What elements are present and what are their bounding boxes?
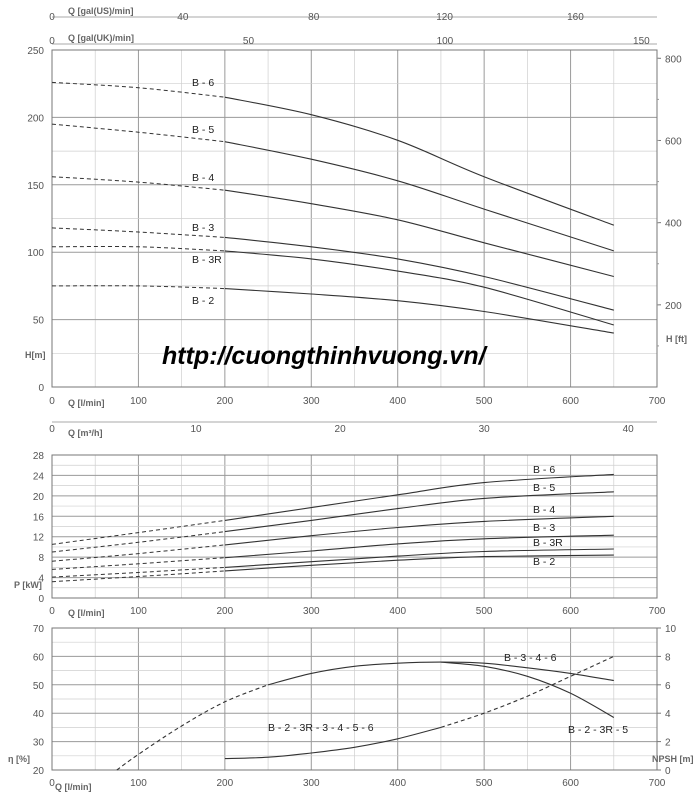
head-curve-label: B - 3	[192, 222, 215, 234]
efficiency-x-axis-label: Q [l/min]	[55, 782, 92, 792]
npsh-curve-label: B - 2 - 3R - 3 - 4 - 5 - 6	[268, 722, 374, 734]
head-y-tick-label: 200	[27, 113, 44, 125]
power-curve-label: B - 5	[533, 482, 556, 494]
power-x-tick-label: 400	[389, 606, 407, 617]
npsh-tick-label: 0	[665, 766, 671, 777]
head-y-tick-label: 50	[32, 315, 44, 327]
efficiency-y-tick-label: 20	[32, 766, 44, 777]
head-curve-label: B - 2	[192, 295, 215, 307]
head-x-tick-label: 300	[302, 396, 320, 407]
power-y-tick-label: 4	[38, 573, 44, 585]
efficiency-curve-label: B - 3 - 4 - 6	[504, 652, 557, 664]
gal-us-tick-label: 80	[308, 12, 320, 23]
efficiency-chart-grid	[52, 628, 657, 770]
power-x-axis-label: Q [l/min]	[68, 608, 105, 618]
gal-us-tick-label: 160	[567, 12, 584, 23]
npsh-tick-label: 10	[665, 624, 677, 635]
gal-us-tick-label: 40	[177, 12, 189, 23]
power-curve-label: B - 6	[533, 464, 556, 476]
power-curve-label: B - 3R	[533, 537, 563, 549]
head-x-tick-label: 100	[130, 396, 147, 407]
efficiency-curve-label: B - 2 - 3R - 5	[568, 724, 629, 736]
head-x-axis-label: Q [l/min]	[68, 398, 105, 408]
power-x-tick-label: 300	[302, 606, 320, 617]
head-x-tick-label: 200	[216, 396, 234, 407]
m3h-axis-label: Q [m³/h]	[68, 428, 103, 438]
head-curve-b-2	[225, 289, 614, 334]
efficiency-y-tick-label: 70	[32, 624, 44, 635]
efficiency-y-tick-label: 40	[32, 709, 44, 721]
head-x-tick-label: 0	[49, 396, 55, 407]
efficiency-x-tick-label: 600	[562, 778, 579, 789]
npsh-tick-label: 6	[665, 680, 671, 692]
npsh-tick-label: 8	[665, 652, 671, 664]
power-curve-b-6	[225, 474, 614, 520]
npsh-tick-label: 2	[665, 737, 671, 749]
m3h-tick-label: 20	[334, 424, 346, 435]
power-curve-label: B - 2	[533, 556, 556, 568]
gal-us-axis-label: Q [gal(US)/min]	[68, 6, 134, 16]
head-y-tick-label: 0	[38, 383, 44, 394]
npsh-tick-label: 4	[665, 709, 671, 721]
efficiency-y-tick-label: 50	[32, 680, 44, 692]
m3h-tick-label: 10	[190, 424, 202, 435]
gal-us-tick-label: 120	[436, 12, 453, 23]
power-x-tick-label: 600	[562, 606, 579, 617]
head-y-tick-label: 250	[27, 46, 44, 57]
head-chart-grid	[52, 50, 657, 387]
m3h-tick-label: 0	[49, 424, 55, 435]
power-y-tick-label: 16	[32, 512, 44, 524]
head-x-tick-label: 700	[648, 396, 666, 407]
power-x-tick-label: 700	[648, 606, 666, 617]
watermark-text: http://cuongthinhvuong.vn/	[162, 342, 486, 370]
power-curve-label: B - 3	[533, 522, 556, 534]
head-curve-label: B - 5	[192, 124, 215, 136]
head-curve-b-3	[225, 237, 614, 310]
gal-uk-tick-label: 150	[633, 36, 650, 47]
ft-tick-label: 800	[665, 54, 682, 66]
efficiency-y-tick-label: 30	[32, 737, 44, 749]
power-y-tick-label: 24	[32, 471, 44, 483]
head-x-tick-label: 600	[562, 396, 579, 407]
gal-uk-tick-label: 50	[242, 36, 255, 47]
power-x-tick-label: 200	[216, 606, 234, 617]
ft-tick-label: 200	[665, 300, 682, 312]
efficiency-x-tick-label: 500	[475, 778, 493, 789]
power-curve-b-3r	[225, 549, 614, 567]
gal-uk-tick-label: 100	[436, 36, 454, 47]
head-y-tick-label: 100	[27, 248, 44, 260]
power-curve-label: B - 4	[533, 504, 556, 516]
efficiency-y-tick-label: 60	[32, 652, 44, 664]
npsh-axis-label: NPSH [m]	[652, 754, 694, 764]
power-x-tick-label: 500	[475, 606, 493, 617]
efficiency-x-tick-label: 200	[216, 778, 234, 789]
head-x-tick-label: 500	[475, 396, 493, 407]
efficiency-x-tick-label: 700	[648, 778, 666, 789]
efficiency-x-tick-label: 0	[49, 778, 55, 789]
power-y-tick-label: 12	[32, 532, 44, 544]
head-curve-label: B - 3R	[192, 254, 222, 266]
ft-axis-label: H [ft]	[666, 334, 687, 344]
efficiency-x-tick-label: 400	[389, 778, 407, 789]
efficiency-x-tick-label: 100	[130, 778, 147, 789]
head-y-tick-label: 150	[27, 180, 44, 192]
head-curve-label: B - 4	[192, 172, 215, 184]
head-curve-label: B - 6	[192, 77, 215, 89]
head-curve-b-6	[225, 97, 614, 225]
ft-tick-label: 400	[665, 218, 682, 230]
m3h-tick-label: 40	[622, 424, 634, 435]
power-y-axis-label: P [kW]	[14, 580, 42, 590]
ft-tick-label: 600	[665, 136, 682, 148]
head-x-tick-label: 400	[389, 396, 407, 407]
power-x-tick-label: 0	[49, 606, 55, 617]
power-y-tick-label: 20	[32, 491, 44, 503]
head-curve-b-3r	[225, 251, 614, 325]
gal-uk-tick-label: 0	[49, 36, 55, 47]
head-curve-b-5	[225, 142, 614, 251]
gal-uk-axis-label: Q [gal(UK)/min]	[68, 33, 134, 43]
m3h-tick-label: 30	[478, 424, 490, 435]
efficiency-y-axis-label: η [%]	[8, 754, 30, 764]
power-x-tick-label: 100	[130, 606, 147, 617]
power-y-tick-label: 28	[32, 451, 44, 462]
efficiency-x-tick-label: 300	[302, 778, 320, 789]
gal-us-tick-label: 0	[49, 12, 55, 23]
power-y-tick-label: 0	[38, 594, 44, 605]
head-y-axis-label: H[m]	[25, 350, 46, 360]
power-y-tick-label: 8	[38, 553, 44, 565]
